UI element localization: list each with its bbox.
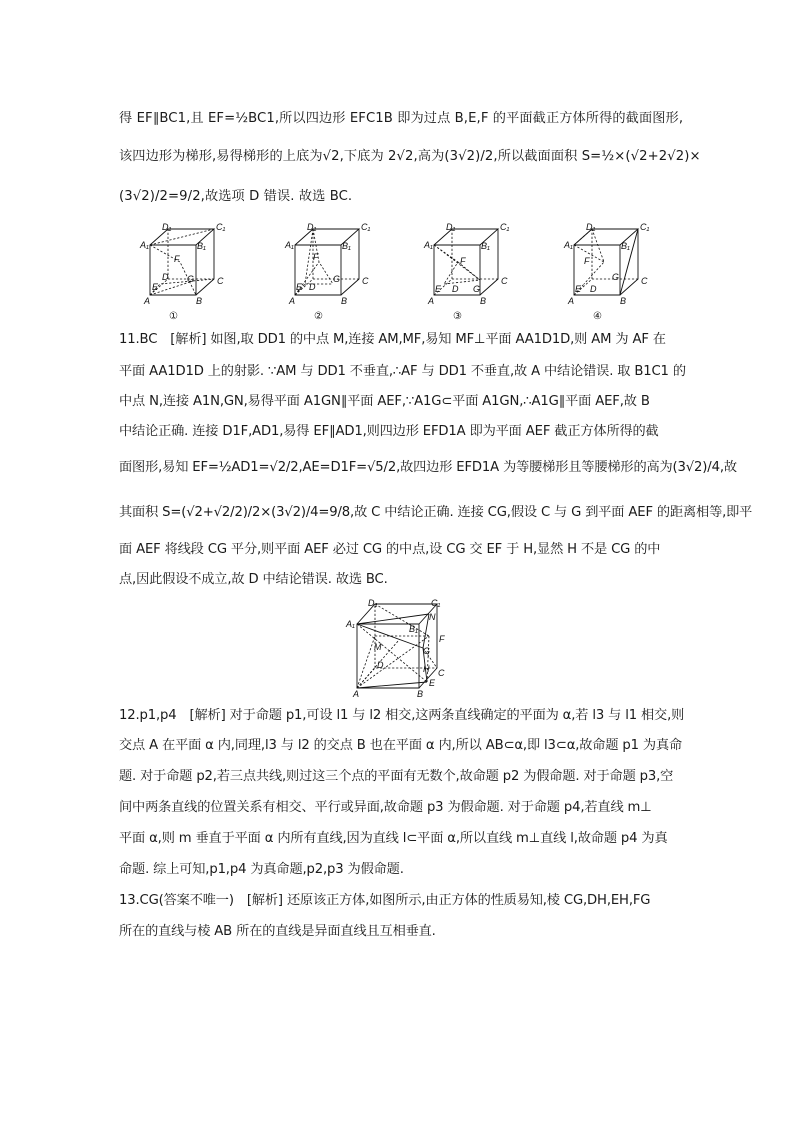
svg-text:E: E [435,284,442,294]
label-A1: A₁ [140,240,149,250]
svg-text:A: A [289,296,296,306]
svg-text:G: G [473,284,481,294]
p12-line-1: 12.p1,p4 [解析] 对于命题 p1,可设 l1 与 l2 相交,这两条直线确定的平面为 α,若 l3 与 l1 相交,则 [119,708,685,723]
svg-text:C₁: C₁ [431,598,441,608]
svg-text:E: E [296,282,303,292]
svg-text:D₁: D₁ [368,598,378,608]
svg-text:B₁: B₁ [342,241,351,251]
p11-line-7: 面 AEF 将线段 CG 平分,则平面 AEF 必过 CG 的中点,设 CG 交 EF 于 H,显然 H 不是 CG 的中 [119,542,661,557]
label-H: H [423,664,430,674]
svg-text:E: E [429,678,436,688]
label-E: E [152,282,159,292]
p11-line-4: 中结论正确. 连接 D1F,AD1,易得 EF∥AD1,则四边形 EFD1A 即为平面 AEF 截正方体所得的截 [119,424,659,439]
svg-text:F: F [584,256,590,266]
caption-4: ④ [593,311,602,322]
caption-2: ② [314,311,323,322]
cube-figure-3 [422,222,522,322]
p10-line-3: (3√2)/2=9/2,故选项 D 错误. 故选 BC. [119,189,353,204]
label-N: N [429,612,436,622]
svg-text:F: F [460,256,466,266]
svg-text:A₁: A₁ [346,619,355,629]
p12-line-3: 题. 对于命题 p2,若三点共线,则过这三个点的平面有无数个,故命题 p2 为假命题. 对于命题 p3,空 [119,769,674,784]
cube-figure-main [343,596,455,700]
p12-line-4: 间中两条直线的位置关系有相交、平行或异面,故命题 p3 为假命题. 对于命题 p4,若直线 m⊥ [119,800,652,815]
svg-text:D: D [377,660,384,670]
p10-line-1: 得 EF∥BC1,且 EF=½BC1,所以四边形 EFC1B 即为过点 B,E,F 的平面截正方体所得的截面图形, [119,111,684,126]
svg-text:B₁: B₁ [621,241,630,251]
svg-text:D: D [452,284,459,294]
cube-figure-4 [562,222,662,322]
svg-text:B₁: B₁ [409,624,418,634]
p11-line-3: 中点 N,连接 A1N,GN,易得平面 A1GN∥平面 AEF,∵A1G⊂平面 A1GN,∴A1G∥平面 AEF,故 B [119,394,650,409]
svg-text:D₁: D₁ [586,222,596,232]
svg-text:D: D [590,284,597,294]
label-C1: C₁ [216,222,226,232]
svg-text:D₁: D₁ [446,222,456,232]
svg-text:B: B [417,689,424,699]
label-A: A [144,296,151,306]
svg-text:D₁: D₁ [307,222,317,232]
label-C: C [217,276,224,286]
p12-line-5: 平面 α,则 m 垂直于平面 α 内所有直线,因为直线 l⊂平面 α,所以直线 m⊥直线 l,故命题 p4 为真 [119,831,668,846]
svg-text:G: G [612,272,620,282]
svg-text:B: B [620,296,627,306]
svg-text:C₁: C₁ [361,222,371,232]
label-D1: D₁ [162,222,172,232]
svg-text:B₁: B₁ [481,241,490,251]
p13-line-2: 所在的直线与棱 AB 所在的直线是异面直线且互相垂直. [119,924,436,939]
label-B: B [196,296,203,306]
svg-text:B: B [480,296,487,306]
svg-text:F: F [313,252,319,262]
svg-text:E: E [575,284,582,294]
caption-1: ① [169,311,178,322]
svg-text:C: C [362,276,369,286]
p13-line-1: 13.CG(答案不唯一) [解析] 还原该正方体,如图所示,由正方体的性质易知,棱 CG,DH,EH,FG [119,893,651,908]
cube-figure-1 [138,222,238,322]
p11-line-8: 点,因此假设不成立,故 D 中结论错误. 故选 BC. [119,572,388,587]
svg-text:G: G [423,646,431,656]
p11-line-6: 其面积 S=(√2+√2/2)/2×(3√2)/4=9/8,故 C 中结论正确. 连接 CG,假设 C 与 G 到平面 AEF 的距离相等,即平 [119,505,753,520]
svg-text:A: A [428,296,435,306]
p10-line-2: 该四边形为梯形,易得梯形的上底为√2,下底为 2√2,高为(3√2)/2,所以截面面积 S=½×(√2+2√2)× [119,149,701,164]
p11-line-5: 面图形,易知 EF=½AD1=√2/2,AE=D1F=√5/2,故四边形 EFD1A 为等腰梯形且等腰梯形的高为(3√2)/4,故 [119,460,737,475]
svg-text:C₁: C₁ [640,222,650,232]
svg-text:G: G [333,274,341,284]
svg-text:A₁: A₁ [564,240,573,250]
svg-text:C₁: C₁ [500,222,510,232]
caption-3: ③ [453,311,462,322]
label-F: F [174,254,180,264]
svg-text:F: F [439,634,445,644]
p12-line-6: 命题. 综上可知,p1,p4 为真命题,p2,p3 为假命题. [119,862,404,877]
svg-text:A: A [353,689,360,699]
label-G: G [187,274,195,284]
p11-line-2: 平面 AA1D1D 上的射影. ∵AM 与 DD1 不垂直,∴AF 与 DD1 不垂直,故 A 中结论错误. 取 B1C1 的 [119,364,686,379]
label-M: M [374,642,382,652]
p11-line-1: 11.BC [解析] 如图,取 DD1 的中点 M,连接 AM,MF,易知 MF⊥平面 AA1D1D,则 AM 为 AF 在 [119,332,666,347]
svg-text:C: C [438,668,445,678]
p12-line-2: 交点 A 在平面 α 内,同理,l3 与 l2 的交点 B 也在平面 α 内,所以 AB⊂α,即 l3⊂α,故命题 p1 为真命 [119,738,683,753]
label-D: D [162,272,169,282]
cube-figure-2 [283,222,383,322]
svg-text:A: A [568,296,575,306]
svg-text:B: B [341,296,348,306]
svg-text:D: D [309,282,316,292]
svg-text:A₁: A₁ [424,240,433,250]
svg-text:C: C [501,276,508,286]
label-B1: B₁ [197,241,206,251]
svg-text:A₁: A₁ [285,240,294,250]
svg-text:C: C [641,276,648,286]
